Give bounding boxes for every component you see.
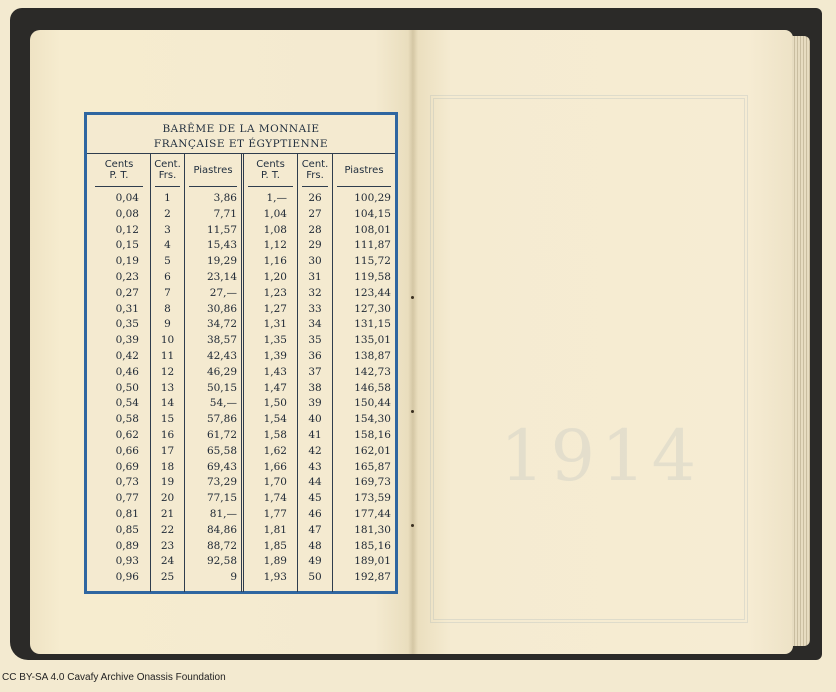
table-cell: 1,12 <box>263 239 287 252</box>
table-cell: 0,23 <box>115 271 139 283</box>
table-cell: 11 <box>160 350 175 362</box>
table-cell: 119,58 <box>354 271 391 283</box>
table-cell: 192,87 <box>354 571 391 584</box>
table-cell: 54,— <box>209 397 237 410</box>
table-row <box>87 508 395 524</box>
table-cell: 1,66 <box>263 460 287 473</box>
table-cell: 37 <box>308 365 322 378</box>
table-cell: 0,77 <box>115 492 139 505</box>
table-cell: 42,43 <box>206 350 237 362</box>
table-cell: 1,81 <box>263 523 287 536</box>
table-cell: 173,59 <box>354 492 391 505</box>
table-cell: 7 <box>164 286 171 299</box>
table-cell: 42 <box>308 444 322 457</box>
column-header: Piastres <box>193 165 233 176</box>
table-cell: 1,23 <box>263 286 287 299</box>
table-row <box>87 540 395 556</box>
table-cell: 30,86 <box>206 302 237 315</box>
table-cell: 0,66 <box>115 444 139 457</box>
table-row <box>87 224 395 240</box>
table-cell: 48 <box>308 539 322 552</box>
table-cell: 1,39 <box>263 350 287 362</box>
stitch-hole <box>411 296 414 299</box>
show-through-year: 1914 <box>500 415 703 497</box>
table-cell: 1,04 <box>263 207 287 220</box>
table-cell: 1,70 <box>263 476 287 489</box>
table-cell: 6 <box>164 271 171 283</box>
table-row <box>87 192 395 208</box>
table-cell: 185,16 <box>354 539 391 552</box>
table-cell: 24 <box>160 555 175 568</box>
table-cell: 20 <box>160 492 175 505</box>
table-row <box>87 397 395 413</box>
table-row <box>87 445 395 461</box>
table-row <box>87 366 395 382</box>
table-cell: 1,93 <box>263 571 287 584</box>
stitch-hole <box>411 410 414 413</box>
table-cell: 3 <box>164 223 171 236</box>
table-cell: 40 <box>308 413 322 426</box>
table-cell: 1,50 <box>263 397 287 410</box>
table-row <box>87 334 395 350</box>
table-cell: 181,30 <box>354 523 391 536</box>
table-cell: 1,20 <box>263 271 287 283</box>
table-cell: 77,15 <box>206 492 237 505</box>
table-cell: 1,27 <box>263 302 287 315</box>
column-header: Cents P. T. <box>256 159 285 181</box>
column-header: Cent. Frs. <box>154 159 181 181</box>
table-cell: 1,43 <box>263 365 287 378</box>
table-cell: 189,01 <box>354 555 391 568</box>
table-cell: 5 <box>164 255 171 268</box>
table-cell: 50 <box>308 571 322 584</box>
header-underline <box>95 186 143 187</box>
table-row <box>87 350 395 366</box>
column-header: Cent. Frs. <box>301 159 329 181</box>
table-cell: 43 <box>308 460 322 473</box>
table-cell: 46 <box>308 508 322 520</box>
table-cell: 10 <box>160 334 175 347</box>
table-cell: 84,86 <box>206 523 237 536</box>
page-edges <box>792 36 810 646</box>
show-through-frame <box>430 95 748 623</box>
table-cell: 47 <box>308 523 322 536</box>
table-cell: 13 <box>160 381 175 394</box>
table-cell: 1,31 <box>263 318 287 331</box>
table-cell: 27,— <box>209 286 237 299</box>
table-cell: 0,31 <box>115 302 139 315</box>
table-row <box>87 524 395 540</box>
table-cell: 12 <box>160 365 175 378</box>
table-cell: 57,86 <box>206 413 237 426</box>
table-cell: 0,58 <box>115 413 139 426</box>
table-row <box>87 303 395 319</box>
table-cell: 0,12 <box>115 223 139 236</box>
table-title-line1: BARÊME DE LA MONNAIE <box>162 123 320 135</box>
table-cell: 1,35 <box>263 334 287 347</box>
table-cell: 39 <box>308 397 322 410</box>
table-row <box>87 208 395 224</box>
table-cell: 25 <box>160 571 175 584</box>
table-cell: 15,43 <box>206 239 237 252</box>
table-cell: 33 <box>308 302 322 315</box>
table-cell: 34,72 <box>206 318 237 331</box>
table-cell: 92,58 <box>206 555 237 568</box>
table-cell: 131,15 <box>354 318 391 331</box>
table-cell: 9 <box>164 318 171 331</box>
table-cell: 32 <box>308 286 322 299</box>
table-row <box>87 271 395 287</box>
table-cell: 73,29 <box>206 476 237 489</box>
table-cell: 27 <box>308 207 322 220</box>
table-cell: 0,73 <box>115 476 139 489</box>
table-cell: 0,81 <box>115 508 139 520</box>
table-cell: 1,85 <box>263 539 287 552</box>
table-cell: 165,87 <box>354 460 391 473</box>
table-cell: 36 <box>308 350 322 362</box>
header-underline <box>155 186 180 187</box>
table-cell: 38 <box>308 381 322 394</box>
header-underline <box>189 186 237 187</box>
table-cell: 0,04 <box>115 192 139 204</box>
table-cell: 88,72 <box>206 539 237 552</box>
table-cell: 29 <box>308 239 322 252</box>
table-cell: 0,19 <box>115 255 139 268</box>
table-cell: 34 <box>308 318 322 331</box>
table-cell: 123,44 <box>354 286 391 299</box>
table-cell: 108,01 <box>354 223 391 236</box>
table-cell: 69,43 <box>206 460 237 473</box>
table-cell: 11,57 <box>206 223 237 236</box>
table-cell: 9 <box>230 571 237 584</box>
table-cell: 14 <box>160 397 175 410</box>
table-row <box>87 571 395 587</box>
table-cell: 15 <box>160 413 175 426</box>
table-cell: 146,58 <box>354 381 391 394</box>
table-cell: 81,— <box>209 508 237 520</box>
table-cell: 0,39 <box>115 334 139 347</box>
table-row <box>87 318 395 334</box>
table-cell: 0,15 <box>115 239 139 252</box>
table-cell: 1,08 <box>263 223 287 236</box>
table-cell: 0,93 <box>115 555 139 568</box>
table-cell: 18 <box>160 460 175 473</box>
table-cell: 115,72 <box>354 255 391 268</box>
table-cell: 61,72 <box>206 429 237 441</box>
table-row <box>87 413 395 429</box>
table-row <box>87 287 395 303</box>
table-cell: 111,87 <box>354 239 391 252</box>
table-row <box>87 255 395 271</box>
column-header: Cents P. T. <box>104 159 134 181</box>
table-cell: 0,42 <box>115 350 139 362</box>
table-cell: 0,27 <box>115 286 139 299</box>
table-cell: 0,89 <box>115 539 139 552</box>
table-row <box>87 461 395 477</box>
table-cell: 0,62 <box>115 429 139 441</box>
table-cell: 38,57 <box>206 334 237 347</box>
table-cell: 0,85 <box>115 523 139 536</box>
table-cell: 41 <box>308 429 322 441</box>
table-cell: 35 <box>308 334 322 347</box>
table-title-line2: FRANÇAISE ET ÉGYPTIENNE <box>153 138 329 150</box>
table-row <box>87 382 395 398</box>
table-cell: 17 <box>160 444 175 457</box>
table-cell: 0,08 <box>115 207 139 220</box>
table-cell: 158,16 <box>354 429 391 441</box>
stitch-hole <box>411 524 414 527</box>
table-cell: 1,16 <box>263 255 287 268</box>
table-cell: 1,54 <box>263 413 287 426</box>
table-cell: 7,71 <box>213 207 237 220</box>
table-cell: 142,73 <box>354 365 391 378</box>
table-row <box>87 429 395 445</box>
table-cell: 138,87 <box>354 350 391 362</box>
table-cell: 26 <box>308 192 322 204</box>
table-cell: 22 <box>160 523 175 536</box>
table-cell: 28 <box>308 223 322 236</box>
table-cell: 100,29 <box>354 192 391 204</box>
table-cell: 50,15 <box>206 381 237 394</box>
table-cell: 127,30 <box>354 302 391 315</box>
table-cell: 1,62 <box>263 444 287 457</box>
table-cell: 1,58 <box>263 429 287 441</box>
gutter <box>408 30 418 654</box>
table-cell: 1,47 <box>263 381 287 394</box>
table-cell: 135,01 <box>354 334 391 347</box>
table-cell: 19,29 <box>206 255 237 268</box>
table-cell: 21 <box>160 508 175 520</box>
table-cell: 150,44 <box>354 397 391 410</box>
header-underline <box>337 186 391 187</box>
header-underline <box>248 186 293 187</box>
table-row <box>87 492 395 508</box>
header-underline <box>302 186 328 187</box>
table-cell: 0,35 <box>115 318 139 331</box>
table-cell: 1,74 <box>263 492 287 505</box>
table-cell: 31 <box>308 271 322 283</box>
table-cell: 49 <box>308 555 322 568</box>
table-cell: 45 <box>308 492 322 505</box>
table-cell: 0,50 <box>115 381 139 394</box>
table-cell: 0,69 <box>115 460 139 473</box>
table-row <box>87 476 395 492</box>
currency-table <box>84 112 398 594</box>
table-cell: 4 <box>164 239 171 252</box>
table-cell: 1,89 <box>263 555 287 568</box>
table-cell: 30 <box>308 255 322 268</box>
table-cell: 16 <box>160 429 175 441</box>
table-cell: 65,58 <box>206 444 237 457</box>
table-cell: 169,73 <box>354 476 391 489</box>
table-cell: 19 <box>160 476 175 489</box>
table-cell: 23,14 <box>206 271 237 283</box>
table-cell: 2 <box>164 207 171 220</box>
table-cell: 177,44 <box>354 508 391 520</box>
table-cell: 1 <box>164 192 171 204</box>
table-cell: 44 <box>308 476 322 489</box>
table-cell: 23 <box>160 539 175 552</box>
table-cell: 154,30 <box>354 413 391 426</box>
table-cell: 1,— <box>266 192 287 204</box>
table-row <box>87 555 395 571</box>
table-cell: 0,96 <box>115 571 139 584</box>
table-cell: 46,29 <box>206 365 237 378</box>
table-cell: 104,15 <box>354 207 391 220</box>
table-cell: 1,77 <box>263 508 287 520</box>
credit-line: CC BY-SA 4.0 Cavafy Archive Onassis Foundation <box>2 672 226 683</box>
table-cell: 0,46 <box>115 365 139 378</box>
table-cell: 162,01 <box>354 444 391 457</box>
table-cell: 8 <box>164 302 171 315</box>
table-cell: 0,54 <box>115 397 139 410</box>
column-header: Piastres <box>344 165 384 176</box>
table-cell: 3,86 <box>213 192 237 204</box>
table-row <box>87 239 395 255</box>
